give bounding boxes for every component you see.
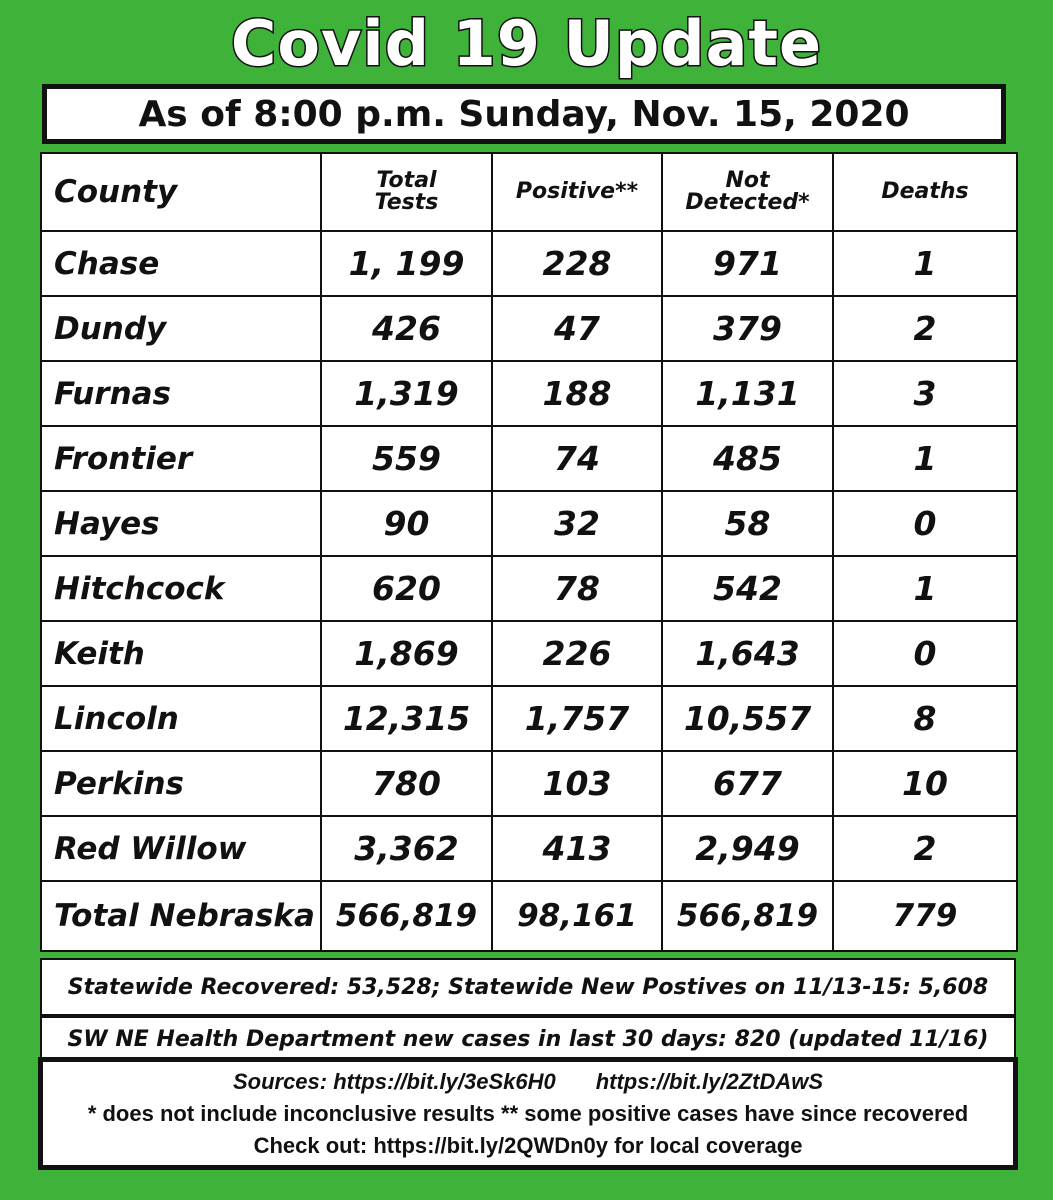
cell-total-tests: 3,362 <box>321 816 492 881</box>
header-not-detected <box>662 153 833 231</box>
cell-county: Chase <box>41 231 321 296</box>
cell-county: Keith <box>41 621 321 686</box>
source-link-2[interactable]: https://bit.ly/2ZtDAwS <box>595 1068 824 1094</box>
covid-table <box>40 152 1018 952</box>
cell-deaths: 0 <box>833 491 1017 556</box>
sources-line <box>233 1066 823 1098</box>
total-cell-positive: 98,161 <box>492 881 662 951</box>
cell-total-tests: 1,319 <box>321 361 492 426</box>
table-row <box>41 426 1017 491</box>
cell-not-detected: 2,949 <box>662 816 833 881</box>
header-county: County <box>41 153 321 231</box>
total-cell-total-tests: 566,819 <box>321 881 492 951</box>
cell-positive: 413 <box>492 816 662 881</box>
cell-total-tests: 620 <box>321 556 492 621</box>
cell-not-detected: 10,557 <box>662 686 833 751</box>
sources-box <box>38 1057 1018 1170</box>
cell-deaths: 1 <box>833 426 1017 491</box>
table-row <box>41 621 1017 686</box>
cell-county: Dundy <box>41 296 321 361</box>
cell-deaths: 8 <box>833 686 1017 751</box>
cell-deaths: 3 <box>833 361 1017 426</box>
cell-county: Perkins <box>41 751 321 816</box>
cell-not-detected: 1,131 <box>662 361 833 426</box>
cell-total-tests: 780 <box>321 751 492 816</box>
cell-deaths: 1 <box>833 556 1017 621</box>
cell-not-detected: 485 <box>662 426 833 491</box>
statewide-note: Statewide Recovered: 53,528; Statewide New Postives on 11/13-15: 5,608 <box>40 958 1016 1016</box>
cell-county: Lincoln <box>41 686 321 751</box>
footnote: * does not include inconclusive results ** some positive cases have since recovered <box>87 1100 969 1126</box>
cell-positive: 78 <box>492 556 662 621</box>
cell-positive: 103 <box>492 751 662 816</box>
cell-county: Hayes <box>41 491 321 556</box>
cell-not-detected: 677 <box>662 751 833 816</box>
cell-not-detected: 542 <box>662 556 833 621</box>
cell-total-tests: 559 <box>321 426 492 491</box>
cell-positive: 226 <box>492 621 662 686</box>
coverage-link[interactable]: Check out: https://bit.ly/2QWDn0y for local coverage <box>253 1132 803 1158</box>
cell-positive: 188 <box>492 361 662 426</box>
header-not-detected-line2: Detected* <box>685 190 810 215</box>
table-row <box>41 296 1017 361</box>
cell-county: Frontier <box>41 426 321 491</box>
cell-positive: 32 <box>492 491 662 556</box>
total-row <box>41 881 1017 951</box>
table-row <box>41 816 1017 881</box>
cell-deaths: 2 <box>833 296 1017 361</box>
cell-county: Hitchcock <box>41 556 321 621</box>
cell-positive: 228 <box>492 231 662 296</box>
cell-total-tests: 12,315 <box>321 686 492 751</box>
cell-deaths: 0 <box>833 621 1017 686</box>
header-total-tests <box>321 153 492 231</box>
total-cell-not-detected: 566,819 <box>662 881 833 951</box>
header-positive: Positive** <box>492 153 662 231</box>
table-row <box>41 491 1017 556</box>
cell-total-tests: 90 <box>321 491 492 556</box>
cell-positive: 74 <box>492 426 662 491</box>
table-row <box>41 231 1017 296</box>
cell-deaths: 10 <box>833 751 1017 816</box>
header-not-detected-line1: Not <box>725 168 770 193</box>
source-link-1[interactable]: Sources: https://bit.ly/3eSk6H0 <box>232 1068 556 1094</box>
dateline: As of 8:00 p.m. Sunday, Nov. 15, 2020 <box>42 84 1006 144</box>
cell-not-detected: 1,643 <box>662 621 833 686</box>
cell-county: Red Willow <box>41 816 321 881</box>
total-cell-county: Total Nebraska <box>41 881 321 951</box>
cell-positive: 47 <box>492 296 662 361</box>
cell-total-tests: 426 <box>321 296 492 361</box>
table-row <box>41 751 1017 816</box>
header-row <box>41 153 1017 231</box>
cell-not-detected: 58 <box>662 491 833 556</box>
cell-deaths: 1 <box>833 231 1017 296</box>
cell-positive: 1,757 <box>492 686 662 751</box>
cell-not-detected: 379 <box>662 296 833 361</box>
cell-total-tests: 1, 199 <box>321 231 492 296</box>
health-dept-note: SW NE Health Department new cases in last 30 days: 820 (updated 11/16) <box>40 1016 1016 1062</box>
header-deaths: Deaths <box>833 153 1017 231</box>
total-cell-deaths: 779 <box>833 881 1017 951</box>
cell-deaths: 2 <box>833 816 1017 881</box>
header-total-tests-line1: Total <box>376 168 437 193</box>
cell-not-detected: 971 <box>662 231 833 296</box>
page-title: Covid 19 Update <box>230 6 823 80</box>
header-total-tests-line2: Tests <box>374 190 439 215</box>
table-row <box>41 556 1017 621</box>
cell-total-tests: 1,869 <box>321 621 492 686</box>
table-row <box>41 686 1017 751</box>
cell-county: Furnas <box>41 361 321 426</box>
table-row <box>41 361 1017 426</box>
